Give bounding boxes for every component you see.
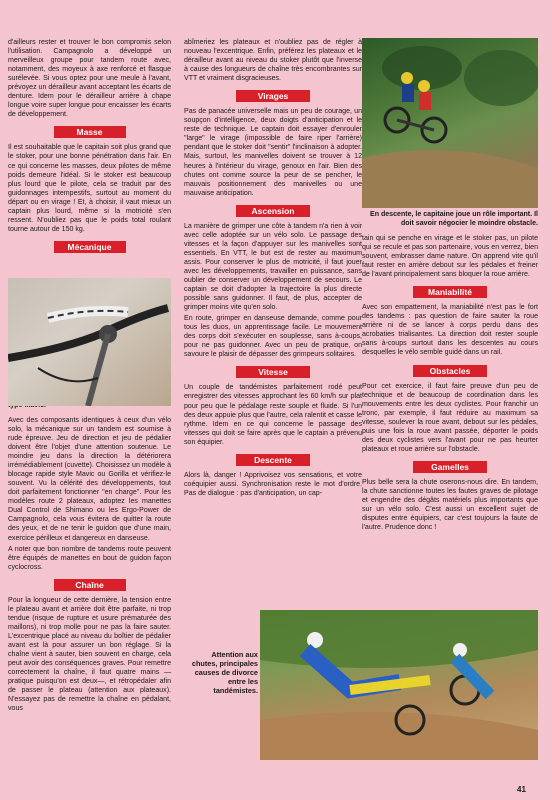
caption-descente: En descente, le capitaine joue un rôle important. Il doit savoir négocier le moindre obstacle.	[370, 211, 538, 227]
col2-ascension2: En route, grimper en danseuse demande, comme pour tous les duos, un apprentissage facile. Le mouvement des corps doit s'exécuter en souplesse, sans à-coups, pour ne pas guidonner. Avec un peu de pratique, on savoure le plaisir de dépasser des grimpeurs solitaires.	[184, 315, 362, 359]
col1-chaine: Pour la longueur de cette dernière, la tension entre le plateau avant et arrière doit être parfaite, ni trop tendue (risque de rupture et usure prématurée des maillons), ni trop molle pour ne pas la faire sauter. L'excentrique placé au niveau du boîtier de pédalier avant est là pour assurer un bon réglage. Si la chaîne vient à sauter, bien souvent en charge, cela peut avoir des conséquences graves. Pour remettre correctement la chaîne, il faut quatre mains —pratique puisqu'on est deux—, et rétropédaler afin de passer le plateau (attention aux plateaux). N'essayez pas de remettre la chaîne en pédalant, vous	[8, 596, 171, 713]
col2-descente: Alors là, danger ! Apprivoisez vos sensations, et votre coéquipier aussi. Synchronisation reste le mot d'ordre. Pas de dialogue : pas d'anticipation, un cap-	[184, 471, 362, 497]
heading-mecanique: Mécanique	[54, 241, 126, 253]
tandem-descent-illustration	[362, 38, 538, 208]
heading-ascension: Ascension	[236, 205, 310, 217]
heading-maniabilite: Maniabilité	[413, 286, 487, 298]
col2-ascension: La manière de grimper une côte à tandem n'a rien à voir avec celle adoptée sur un vélo solo. Le passage des vitesses et la façon d'appuyer sur les manivelles sont essentiels. En VTT, le but est de rester au maximum assis. Pour conserver le plus de motricité, il faut jouer avec les développements, travailler en puissance, sans oublier de conserver un développement de secours. Le captain se doit d'adopter la trajectoire la plus directe possible sans guidonner. Il faut, de plus, accepter de grimper moins vite qu'en solo.	[184, 222, 362, 312]
col3-maniabilite: Avec son empattement, la maniabilité n'est pas le fort des tandems : pas question de faire sauter la roue arrière ni de se lancer à corps perdu dans des acrobaties trialisantes. La direction doit rester souple sans à-coups surtout dans les descentes au cours desquelles le vélo semble guidé dans un rail.	[362, 304, 538, 357]
col3-gamelles: Plus belle sera la chute oserons-nous dire. En tandem, la chute sanctionne toutes les fautes graves de pilotage et engendre des dégâts matériels plus importants que sur un vélo solo. C'est aussi un excellent sujet de disputes entre équipiers, car c'est toujours la faute de l'autre. Prudence donc !	[362, 478, 538, 532]
col1-intro: d'ailleurs rester et trouver le bon compromis selon l'utilisation. Campagnolo a développé un merveilleux groupe pour tandem route avec, notamment, des moyeux à axe renforcé et flasque surélevée. Si vous optez pour une meule à l'avant, prévoyez un dérailleur avant acceptant les écarts de denture. Idem pour le dérailleur arrière à chape longue voire super longue pour encaisser les écarts de développement.	[8, 39, 171, 119]
page-number: 41	[517, 785, 526, 794]
photo-handlebar	[8, 278, 171, 406]
col2-intro: abîmeriez les plateaux et n'oubliez pas de régler à nouveau l'excentrique. Enfin, préférez les plateaux et le dérailleur avant au niveau du stoker plutôt que l'inverse à cause des longueurs de chaîne très encombrantes sur VTT et vraiment disgracieuses.	[184, 39, 362, 83]
caption-crash: Attention aux chutes, principales causes de divorce entre les tandémistes.	[191, 650, 258, 695]
heading-descente: Descente	[236, 454, 310, 466]
col3-intro: tain qui se penche en virage et le stoker pas, un pilote qui se recule et pas son partenaire, vous en verrez, bien souvent, embrasser dame nature. On apprend vite qu'il faut rester en arrière debout sur les pédales et freiner de l'avant principalement sans bloquer la roue arrière.	[362, 235, 538, 279]
col2-vitesse: Un couple de tandémistes parfaitement rodé peut enregistrer des vitesses approchant les 60 km/h sur plat pour peu que le pédalage reste souple et fluide. Si l'un des deux appuie plus que l'autre, cela ralentit et casse le rythme. Idem en ce qui concerne le passage des vitesses qui doit se faire après que le captain a prévenu son équipier.	[184, 384, 362, 446]
col1-masse: Il est souhaitable que le capitain soit plus grand que le stoker, pour une bonne pénétration dans l'air. En ce qui concerne les masses, deux pilotes de même poids demeure l'idéal. Si le stoker est beaucoup plus lourd que le pilote, cela se traduit par des guidonnages intempestifs, surtout au moment du départ ou en virage ! Et, à choisir, il vaut mieux un captain plus lourd, même si la motricité s'en ressent. N'oubliez pas que le poids total roulant tourne autour de 150 kg.	[8, 144, 171, 233]
col3-obstacles: Pour cet exercice, il faut faire preuve d'un peu de technique et de beaucoup de coordination dans les mouvements entre les deux cyclistes. Pour franchir un tronc, par exemple, il faut réduire au maximum sa vitesse, soulever la roue avant, debout sur les pédales, puis une fois la roue avant passée, déporter le poids des deux cyclistes vers l'avant pour ne pas heurter plateaux et roue arrière sur l'obstacle.	[362, 382, 538, 453]
heading-masse: Masse	[54, 126, 126, 138]
heading-gamelles: Gamelles	[413, 461, 487, 473]
column-2	[184, 38, 362, 500]
handlebar-illustration	[8, 278, 171, 406]
heading-chaine: Chaîne	[54, 579, 126, 591]
heading-obstacles: Obstacles	[413, 365, 487, 377]
heading-vitesse: Vitesse	[236, 366, 310, 378]
col1-mecanique2: A noter que bon nombre de tandems route peuvent être équipés de manettes en bout de guidon façon cyclocross.	[8, 545, 171, 571]
heading-virages: Virages	[236, 90, 310, 102]
col2-virages: Pas de panacée universelle mais un peu de courage, un soupçon d'intelligence, deux doigts d'anticipation et le reste de technique. Le captain doit essayer d'enrouler "large" le virage (impossible de faire riper l'arrière) pendant que le stoker doit "sentir" l'inclinaison à adopter. Mais, surtout, les manivelles doivent se trouver à 12 heures à l'intérieur du virage, genoux en l'air. Bien des chutes ont comme source la peur de se pencher, le mauvais positionnement des manivelles ou une mauvaise anticipation.	[184, 108, 362, 197]
crash-illustration	[260, 610, 538, 760]
photo-crash	[260, 610, 538, 760]
col1-mecanique: Avec des composants identiques à ceux d'un vélo solo, la mécanique sur un tandem est soumise à rude épreuve. Jeu de direction et jeu de pédalier doivent être l'objet d'une attention soutenue. Le moindre jeu dans la direction la détériorera irrémédiablement (cuvette). Choisissez un modèle à blocage rapide style Mavic ou Gorilla et vérifiez-le souvent. Vu la célérité des développements, tout doit parfaitement fonctionner "en charge". Pour les modèles route 2 plateaux, adoptez les manettes Dual Control de Shimano ou les Ergo-Power de Campagnolo, cela vous évitera de quitter la route des yeux, et de ne tenir le guidon que d'une main, exercice périlleux et dangereux en danseuse.	[8, 416, 171, 542]
photo-tandem-descent	[362, 38, 538, 208]
